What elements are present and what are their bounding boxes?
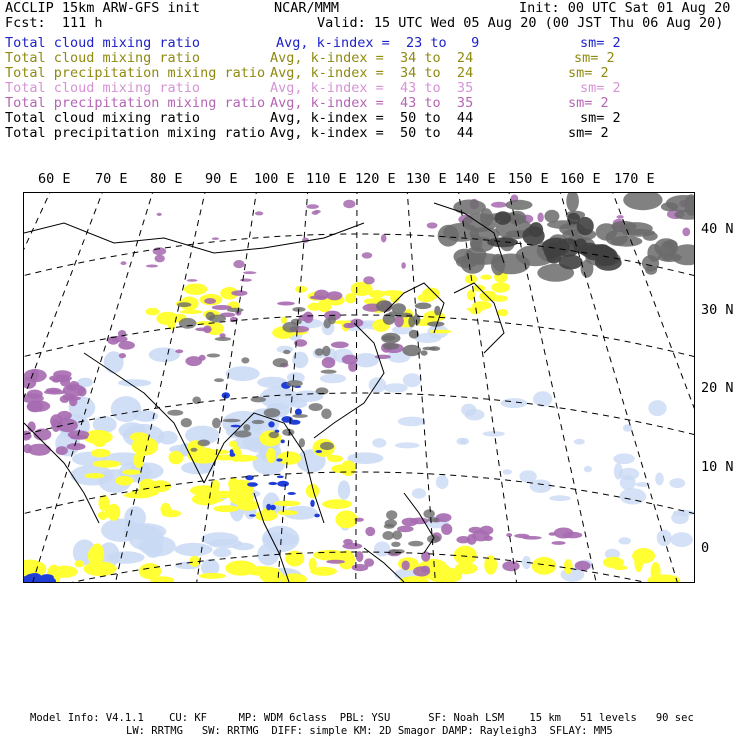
field-name: Total cloud mixing ratio (5, 35, 201, 51)
yellow-cloud-region (480, 275, 492, 280)
purple-cloud-region (157, 213, 162, 216)
light-cloud-region (669, 478, 685, 488)
purple-cloud-region (57, 418, 78, 432)
gray-cloud-region (283, 350, 291, 354)
field-name: Total precipitation mixing ratio (5, 95, 266, 111)
lat-label: 0 (701, 540, 710, 556)
purple-cloud-region (441, 524, 452, 535)
purple-cloud-region (467, 534, 477, 545)
lon-label: 160 E (560, 171, 601, 187)
yellow-cloud-region (322, 499, 352, 509)
purple-cloud-region (514, 534, 529, 538)
yellow-cloud-region (328, 455, 343, 462)
purple-cloud-region (342, 543, 362, 549)
purple-cloud-region (331, 342, 349, 349)
gray-cloud-region (423, 509, 434, 518)
gray-cloud-region (207, 354, 220, 358)
yellow-cloud-region (74, 560, 84, 567)
gray-cloud-region (386, 510, 397, 520)
blue-precip-region (268, 482, 277, 485)
dark-cloud-core (495, 211, 511, 225)
field-smoothing: sm= 2 (574, 50, 615, 66)
gray-cloud-region (192, 397, 201, 405)
gray-cloud-region (324, 319, 331, 329)
light-cloud-region (290, 399, 307, 408)
purple-cloud-region (427, 222, 438, 228)
yellow-cloud-region (634, 553, 643, 572)
gray-cloud-region (434, 306, 440, 316)
gray-cloud-region (611, 236, 643, 247)
model-info-line1: Model Info: V4.1.1 CU: KF MP: WDM 6class PBL: YSU SF: Noah LSM 15 km 51 levels 90 sec (30, 712, 694, 724)
dark-cloud-core (487, 237, 518, 247)
blue-precip-region (222, 392, 230, 398)
gray-cloud-region (315, 348, 324, 355)
blue-precip-region (36, 578, 54, 582)
purple-cloud-region (118, 341, 135, 350)
dark-cloud-core (583, 244, 615, 261)
lon-label: 100 E (254, 171, 295, 187)
light-cloud-region (614, 463, 623, 480)
blue-precip-region (281, 440, 285, 444)
purple-cloud-region (402, 561, 410, 571)
yellow-cloud-region (88, 546, 103, 565)
yellow-cloud-region (281, 317, 287, 324)
field-name: Total cloud mixing ratio (5, 110, 201, 126)
purple-cloud-region (240, 279, 252, 282)
purple-cloud-region (57, 411, 72, 420)
lon-label: 130 E (406, 171, 447, 187)
gray-cloud-region (269, 432, 279, 439)
purple-cloud-region (551, 541, 565, 545)
gray-cloud-region (415, 303, 432, 310)
yellow-cloud-region (295, 286, 307, 293)
yellow-cloud-region (84, 562, 117, 577)
gray-cloud-region (654, 238, 678, 257)
lat-label: 40 N (701, 221, 734, 237)
purple-cloud-region (314, 210, 321, 213)
gray-cloud-region (382, 531, 394, 540)
light-cloud-region (501, 398, 527, 408)
purple-cloud-region (682, 228, 690, 237)
purple-cloud-region (491, 202, 507, 208)
purple-cloud-region (155, 255, 165, 263)
yellow-cloud-region (229, 480, 254, 498)
yellow-cloud-region (237, 500, 259, 511)
yellow-cloud-region (184, 284, 207, 295)
gray-cloud-region (223, 419, 241, 423)
dark-cloud-core (523, 226, 545, 245)
blue-precip-region (287, 492, 296, 495)
field-name: Total cloud mixing ratio (5, 80, 201, 96)
field-name: Total cloud mixing ratio (5, 50, 201, 66)
field-name: Total precipitation mixing ratio (5, 65, 266, 81)
light-cloud-region (118, 379, 151, 386)
gray-cloud-region (282, 322, 298, 333)
purple-cloud-region (233, 260, 244, 268)
gray-cloud-region (241, 357, 249, 363)
gray-cloud-region (381, 333, 400, 344)
gray-cloud-region (456, 256, 478, 268)
purple-cloud-region (27, 401, 43, 413)
gray-cloud-region (212, 418, 221, 429)
valid-time: Valid: 15 UTC Wed 05 Aug 20 (00 JST Thu 06 Aug 20) (317, 15, 724, 31)
gray-cloud-region (209, 315, 227, 323)
gray-cloud-region (429, 346, 440, 351)
light-cloud-region (671, 532, 693, 547)
lon-label: 90 E (205, 171, 238, 187)
light-cloud-region (655, 473, 664, 486)
light-cloud-region (613, 453, 634, 464)
lat-label: 20 N (701, 380, 734, 396)
purple-cloud-region (187, 279, 198, 282)
purple-cloud-region (362, 252, 373, 258)
light-cloud-region (533, 391, 552, 406)
gray-cloud-region (167, 410, 183, 416)
blue-precip-region (277, 476, 284, 479)
dark-cloud-core (559, 255, 583, 270)
field-smoothing: sm= 2 (568, 125, 609, 141)
yellow-cloud-region (479, 291, 496, 302)
yellow-cloud-region (169, 451, 184, 464)
model-info-line2: LW: RRTMG SW: RRTMG DIFF: simple KM: 2D Smagor DAMP: Rayleigh3 SFLAY: MM5 (126, 725, 613, 737)
light-cloud-region (384, 383, 408, 392)
init-time: Init: 00 UTC Sat 01 Aug 20 (519, 0, 731, 16)
dark-cloud-core (555, 238, 580, 257)
light-cloud-region (648, 400, 666, 416)
yellow-cloud-region (51, 566, 78, 578)
field-levels: Avg, k-index = 50 to 44 (270, 110, 474, 126)
longitude-gridline (356, 193, 357, 582)
yellow-cloud-region (564, 559, 573, 574)
gray-cloud-region (642, 255, 659, 271)
yellow-cloud-region (418, 293, 435, 302)
yellow-cloud-region (341, 460, 356, 476)
purple-cloud-region (175, 349, 183, 353)
blue-precip-region (230, 449, 234, 454)
field-smoothing: sm= 2 (580, 35, 621, 51)
light-cloud-region (461, 404, 476, 417)
light-cloud-region (620, 488, 646, 504)
lat-label: 30 N (701, 302, 734, 318)
gray-cloud-region (421, 350, 428, 355)
light-cloud-region (369, 377, 387, 392)
purple-cloud-region (56, 446, 68, 455)
purple-cloud-region (502, 561, 519, 571)
yellow-cloud-region (199, 573, 226, 579)
coastline (454, 283, 504, 353)
gray-cloud-region (321, 409, 331, 420)
purple-cloud-region (53, 370, 71, 378)
yellow-cloud-region (213, 505, 238, 512)
purple-cloud-region (314, 290, 329, 300)
field-levels: Avg, k-index = 34 to 24 (270, 50, 474, 66)
map-canvas (24, 193, 694, 582)
light-cloud-region (226, 366, 260, 381)
light-cloud-region (502, 469, 512, 474)
blue-precip-region (231, 425, 241, 428)
model-title: ACCLIP 15km ARW-GFS init (5, 0, 201, 16)
gray-cloud-region (273, 358, 288, 367)
purple-cloud-region (204, 298, 216, 304)
lon-label: 80 E (150, 171, 183, 187)
yellow-cloud-region (93, 460, 121, 467)
gray-cloud-region (376, 300, 392, 312)
light-cloud-region (398, 417, 426, 427)
yellow-cloud-region (130, 489, 159, 497)
purple-cloud-region (381, 234, 387, 242)
gray-cloud-region (623, 193, 662, 210)
purple-cloud-region (537, 213, 543, 223)
field-name: Total precipitation mixing ratio (5, 125, 266, 141)
lon-label: 60 E (38, 171, 71, 187)
yellow-cloud-region (345, 293, 356, 303)
gray-cloud-region (453, 200, 486, 215)
light-cloud-region (584, 466, 592, 472)
purple-cloud-region (365, 527, 375, 536)
org-label: NCAR/MMM (274, 0, 340, 16)
field-smoothing: sm= 2 (568, 95, 609, 111)
dark-cloud-core (577, 217, 594, 235)
purple-cloud-region (343, 323, 352, 328)
blue-precip-region (315, 450, 322, 453)
yellow-cloud-region (91, 449, 111, 458)
purple-cloud-region (121, 261, 127, 265)
yellow-cloud-region (454, 546, 477, 565)
light-cloud-region (619, 537, 632, 544)
light-cloud-region (395, 442, 420, 448)
lon-label: 70 E (95, 171, 128, 187)
field-levels: Avg, k-index = 43 to 35 (270, 95, 474, 111)
purple-cloud-region (27, 390, 43, 399)
gray-cloud-region (252, 420, 265, 424)
purple-cloud-region (146, 265, 158, 268)
purple-cloud-region (363, 276, 374, 284)
gray-cloud-region (408, 541, 423, 547)
gray-cloud-region (264, 408, 281, 417)
yellow-cloud-region (244, 566, 278, 576)
light-cloud-region (374, 541, 390, 556)
gray-cloud-region (227, 308, 244, 312)
forecast-hour: Fcst: 111 h (5, 15, 103, 31)
purple-cloud-region (554, 528, 574, 539)
light-cloud-region (483, 431, 505, 436)
purple-cloud-region (277, 302, 295, 306)
gray-cloud-region (234, 430, 251, 437)
light-cloud-region (111, 396, 142, 422)
gray-cloud-region (190, 448, 197, 452)
gray-cloud-region (391, 542, 400, 547)
purple-cloud-region (326, 560, 345, 564)
light-cloud-region (320, 374, 346, 383)
field-smoothing: sm= 2 (580, 80, 621, 96)
purple-cloud-region (375, 355, 391, 359)
light-cloud-region (232, 543, 254, 550)
yellow-cloud-region (180, 310, 203, 314)
blue-precip-region (314, 514, 320, 518)
light-cloud-region (403, 373, 421, 387)
gray-cloud-region (286, 380, 303, 387)
purple-cloud-region (243, 271, 256, 274)
light-cloud-region (412, 488, 426, 498)
yellow-cloud-region (229, 441, 237, 447)
gray-cloud-region (385, 519, 397, 527)
light-cloud-region (338, 480, 350, 499)
purple-cloud-region (199, 355, 206, 361)
yellow-cloud-region (309, 558, 317, 572)
purple-cloud-region (63, 396, 81, 401)
field-levels: Avg, k-index = 50 to 44 (270, 125, 474, 141)
purple-cloud-region (306, 204, 319, 209)
field-smoothing: sm= 2 (568, 65, 609, 81)
yellow-cloud-region (122, 469, 141, 474)
gray-cloud-region (566, 193, 579, 212)
purple-cloud-region (421, 566, 430, 573)
yellow-cloud-region (277, 510, 297, 515)
yellow-cloud-region (199, 498, 223, 503)
purple-cloud-region (119, 353, 126, 358)
purple-cloud-region (506, 533, 512, 537)
purple-cloud-region (195, 328, 211, 332)
blue-precip-region (249, 514, 256, 517)
blue-precip-region (281, 416, 292, 423)
purple-cloud-region (212, 237, 219, 240)
light-cloud-region (213, 548, 231, 558)
light-cloud-region (549, 495, 570, 501)
gray-cloud-region (392, 303, 406, 314)
purple-cloud-region (421, 551, 430, 561)
gray-cloud-region (292, 414, 308, 418)
yellow-cloud-region (85, 473, 105, 478)
yellow-cloud-region (255, 510, 278, 521)
yellow-cloud-region (156, 312, 178, 325)
gray-cloud-region (215, 337, 231, 341)
purple-cloud-region (352, 564, 369, 571)
purple-cloud-region (617, 215, 624, 219)
purple-cloud-region (469, 527, 483, 534)
yellow-cloud-region (162, 510, 181, 518)
yellow-cloud-region (277, 451, 301, 464)
yellow-cloud-region (266, 448, 276, 463)
purple-cloud-region (342, 355, 358, 365)
blue-precip-region (247, 482, 258, 487)
purple-cloud-region (322, 357, 336, 368)
gray-cloud-region (505, 200, 532, 210)
purple-cloud-region (67, 443, 86, 450)
lon-label: 170 E (614, 171, 655, 187)
gray-cloud-region (491, 254, 505, 276)
light-cloud-region (139, 536, 176, 557)
blue-precip-region (277, 481, 289, 487)
lat-label: 10 N (701, 459, 734, 475)
blue-precip-region (276, 458, 282, 461)
lon-label: 140 E (455, 171, 496, 187)
yellow-cloud-region (146, 308, 160, 316)
light-cloud-region (574, 439, 585, 445)
yellow-cloud-region (274, 501, 301, 507)
purple-cloud-region (327, 291, 343, 300)
blue-precip-region (268, 421, 274, 427)
lon-label: 150 E (508, 171, 549, 187)
field-levels: Avg, k-index = 43 to 35 (270, 80, 474, 96)
purple-cloud-region (483, 536, 493, 541)
light-cloud-region (201, 532, 239, 545)
coastline (24, 223, 364, 253)
light-cloud-region (158, 431, 178, 445)
field-smoothing: sm= 2 (580, 110, 621, 126)
gray-cloud-region (198, 440, 210, 447)
gray-cloud-region (383, 343, 399, 350)
light-cloud-region (456, 438, 466, 445)
gray-cloud-region (428, 517, 439, 522)
light-cloud-region (436, 475, 449, 489)
blue-precip-region (270, 505, 276, 510)
light-cloud-region (519, 470, 536, 483)
gray-cloud-region (181, 418, 192, 427)
purple-cloud-region (575, 561, 591, 571)
gray-cloud-region (321, 370, 337, 374)
purple-cloud-region (401, 262, 406, 269)
yellow-cloud-region (429, 330, 452, 334)
light-cloud-region (149, 348, 180, 363)
purple-cloud-region (63, 384, 85, 396)
yellow-cloud-region (613, 565, 627, 570)
light-cloud-region (107, 551, 145, 563)
lon-label: 110 E (306, 171, 347, 187)
light-cloud-region (620, 475, 636, 490)
purple-cloud-region (24, 369, 47, 382)
purple-cloud-region (255, 211, 263, 215)
yellow-cloud-region (134, 434, 149, 446)
purple-cloud-region (343, 200, 355, 208)
gray-cloud-region (309, 403, 323, 411)
blue-precip-region (310, 500, 314, 507)
gray-cloud-region (427, 321, 444, 326)
gray-cloud-region (320, 442, 334, 450)
yellow-cloud-region (467, 290, 475, 301)
light-cloud-region (174, 543, 212, 556)
purple-cloud-region (231, 290, 247, 296)
yellow-cloud-region (491, 282, 510, 292)
field-levels: Avg, k-index = 23 to 9 (276, 35, 480, 51)
yellow-cloud-region (115, 476, 133, 486)
field-levels: Avg, k-index = 34 to 24 (270, 65, 474, 81)
yellow-cloud-region (107, 504, 120, 521)
purple-cloud-region (46, 388, 61, 393)
gray-cloud-region (214, 378, 224, 382)
gray-cloud-region (243, 424, 250, 431)
yellow-cloud-region (382, 290, 405, 296)
lon-label: 120 E (355, 171, 396, 187)
purple-cloud-region (356, 551, 364, 562)
light-cloud-region (372, 438, 386, 447)
yellow-cloud-region (335, 511, 357, 529)
map-panel (23, 192, 695, 583)
yellow-cloud-region (190, 485, 218, 496)
